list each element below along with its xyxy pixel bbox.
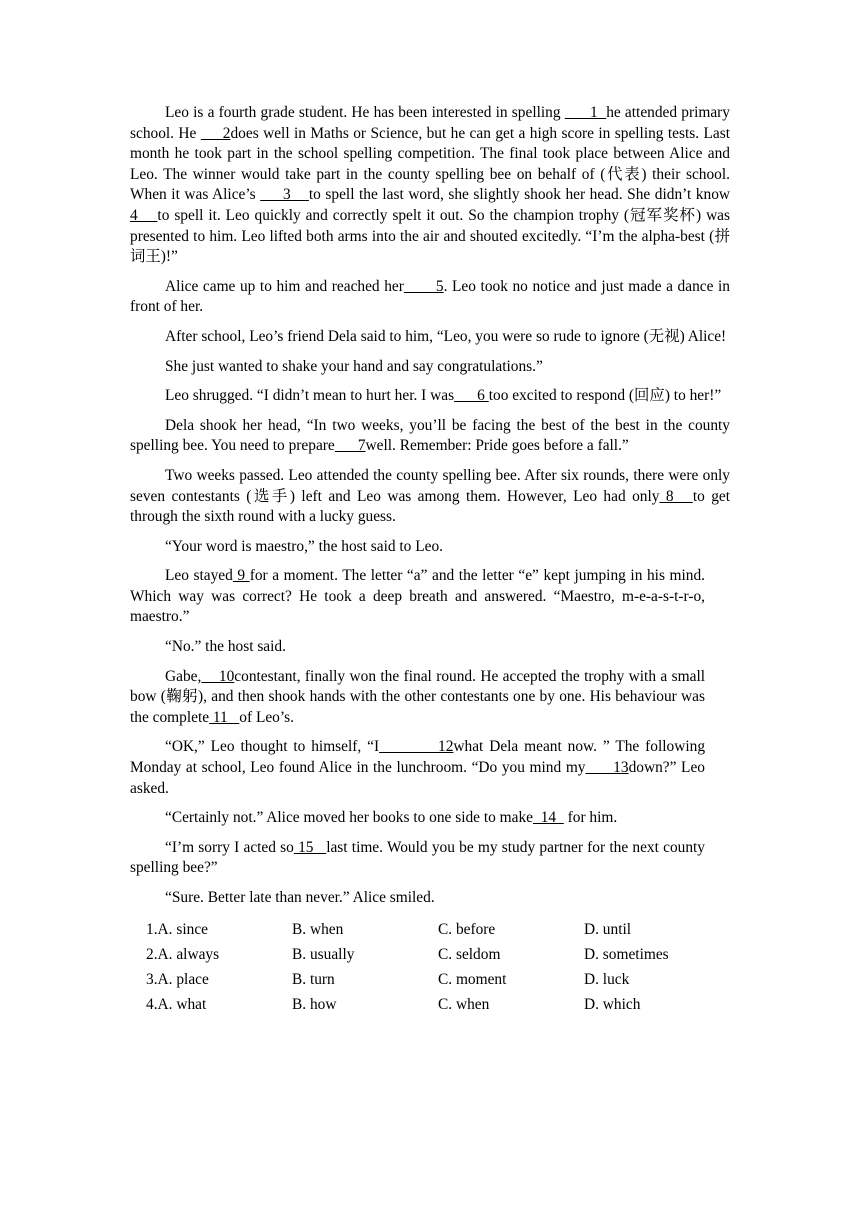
blank-number: 14	[533, 809, 564, 827]
passage-text: After school, Leo’s friend Dela said to him, “Leo, you were so rude to ignore (无视) Alice!	[165, 327, 727, 345]
passage-text: Two weeks passed. Leo attended the county spelling bee. After six rounds, there were only seven contestants (选手) left and Leo was among them. However, Leo had only	[130, 466, 730, 505]
option-row	[146, 918, 730, 943]
blank-number: 11	[209, 708, 240, 726]
passage-text: “I’m sorry I acted so	[165, 838, 294, 856]
passage-text: too excited to respond (回应) to her!”	[488, 387, 722, 405]
option-choice: B. usually	[292, 945, 355, 963]
passage-paragraph	[130, 737, 705, 799]
passage-paragraph	[130, 637, 730, 658]
option-choice: B. when	[292, 920, 344, 938]
passage-paragraph	[130, 667, 705, 729]
passage-paragraph	[130, 327, 730, 348]
blank-number: 6	[454, 387, 489, 405]
option-choice: D. until	[584, 920, 632, 938]
passage-paragraph	[130, 888, 730, 909]
passage-text: “No.” the host said.	[165, 638, 286, 656]
option-row	[146, 943, 730, 968]
passage-text: he attended primary school. He	[130, 104, 730, 142]
passage-paragraph	[130, 357, 730, 378]
passage-text: for a moment. The letter “a” and the letter “e” kept jumping in his mind. Which way was correct? He took a deep breath and answered. “Maestro, m-e-a-s-t-r-o, maestro.”	[130, 567, 705, 626]
passage-paragraph	[130, 386, 730, 407]
passage-text: contestant, finally won the final round. He accepted the trophy with a small bow (鞠躬), and then shook hands with the other contestants one by one. His behaviour was the complete	[130, 667, 705, 726]
passage-text: does well in Maths or Science, but he can get a high score in spelling tests. Last month he took part in the school spelling competition. The final took place between Alice and Leo. The winner would take part in the county spelling bee on behalf of (代表) their school. When it was Alice’s	[130, 124, 730, 204]
passage-text: “Sure. Better late than never.” Alice smiled.	[165, 889, 435, 906]
passage-text: “Certainly not.” Alice moved her books to one side to make	[165, 809, 533, 827]
passage-text: well. Remember: Pride goes before a fall.”	[365, 437, 629, 455]
blank-number: 7	[334, 437, 366, 455]
blank-number: 3	[260, 186, 309, 204]
blank-number: 13	[585, 759, 629, 777]
passage-text: last time. Would you be my study partner for the next county spelling bee?”	[130, 838, 705, 877]
blank-number: 12	[379, 738, 454, 756]
passage-text: Leo shrugged. “I didn’t mean to hurt her. I was	[165, 387, 455, 405]
option-choice: 3.A. place	[146, 970, 209, 988]
option-row	[146, 993, 730, 1018]
option-choice: D. sometimes	[584, 945, 669, 963]
option-choice: D. luck	[584, 970, 630, 988]
passage-text: Leo is a fourth grade student. He has been interested in spelling	[165, 104, 565, 121]
passage-paragraph	[130, 466, 730, 528]
option-choice: C. seldom	[438, 945, 501, 963]
passage-text: to get through the sixth round with a lucky guess.	[130, 487, 731, 526]
passage-text: “Your word is maestro,” the host said to Leo.	[165, 537, 443, 555]
passage-text: Dela shook her head, “In two weeks, you’ll be facing the best of the best in the county spelling bee. You need to prepare	[130, 416, 730, 455]
passage-text: of Leo’s.	[239, 708, 294, 726]
passage-text: Gabe,	[165, 667, 202, 685]
option-row	[146, 968, 730, 993]
blank-number: 15	[293, 838, 327, 856]
option-choice: C. moment	[438, 970, 507, 988]
answer-options	[130, 918, 730, 1018]
cloze-passage-page	[130, 103, 730, 1018]
passage-text: for him.	[563, 809, 618, 827]
passage-paragraph	[130, 808, 705, 829]
blank-number: 10	[201, 667, 235, 685]
passage-paragraph	[130, 416, 730, 457]
passage-paragraph	[130, 103, 730, 268]
passage-text: what Dela meant now. ” The following Monday at school, Leo found Alice in the lunchroom. “Do you mind my	[130, 738, 706, 777]
blank-number: 9	[232, 567, 250, 585]
option-choice: 2.A. always	[146, 945, 220, 963]
passage-paragraph	[130, 566, 705, 628]
blank-number: 1	[564, 104, 607, 121]
passage-text: down?” Leo asked.	[130, 759, 705, 797]
blank-number: 2	[200, 124, 231, 142]
option-choice: 1.A. since	[146, 920, 208, 938]
option-choice: B. how	[292, 995, 337, 1013]
blank-number: 8	[659, 487, 693, 505]
passage-paragraph	[130, 537, 730, 558]
passage-text: Leo stayed	[165, 567, 233, 585]
blank-number: 5	[403, 277, 444, 295]
option-choice: C. before	[438, 920, 496, 938]
passage-text: to spell the last word, she slightly shook her head. She didn’t know	[308, 186, 731, 204]
option-choice: 4.A. what	[146, 995, 207, 1013]
passage-text: Alice came up to him and reached her	[165, 277, 404, 295]
passage-paragraph	[130, 838, 705, 879]
passage-text: to spell it. Leo quickly and correctly spelt it out. So the champion trophy (冠军奖杯) was presented to him. Leo lifted both arms into the air and shouted excitedly. “I’m the alpha-best (拼词王)!”	[130, 206, 731, 266]
passage	[130, 103, 730, 909]
passage-text: She just wanted to shake your hand and say congratulations.”	[165, 357, 543, 375]
passage-paragraph	[130, 277, 730, 318]
blank-number: 4	[130, 206, 158, 224]
option-choice: B. turn	[292, 970, 335, 988]
option-choice: C. when	[438, 995, 490, 1013]
passage-text: “OK,” Leo thought to himself, “I	[165, 738, 380, 756]
option-choice: D. which	[584, 995, 641, 1013]
passage-text: . Leo took no notice and just made a dance in front of her.	[130, 277, 730, 316]
